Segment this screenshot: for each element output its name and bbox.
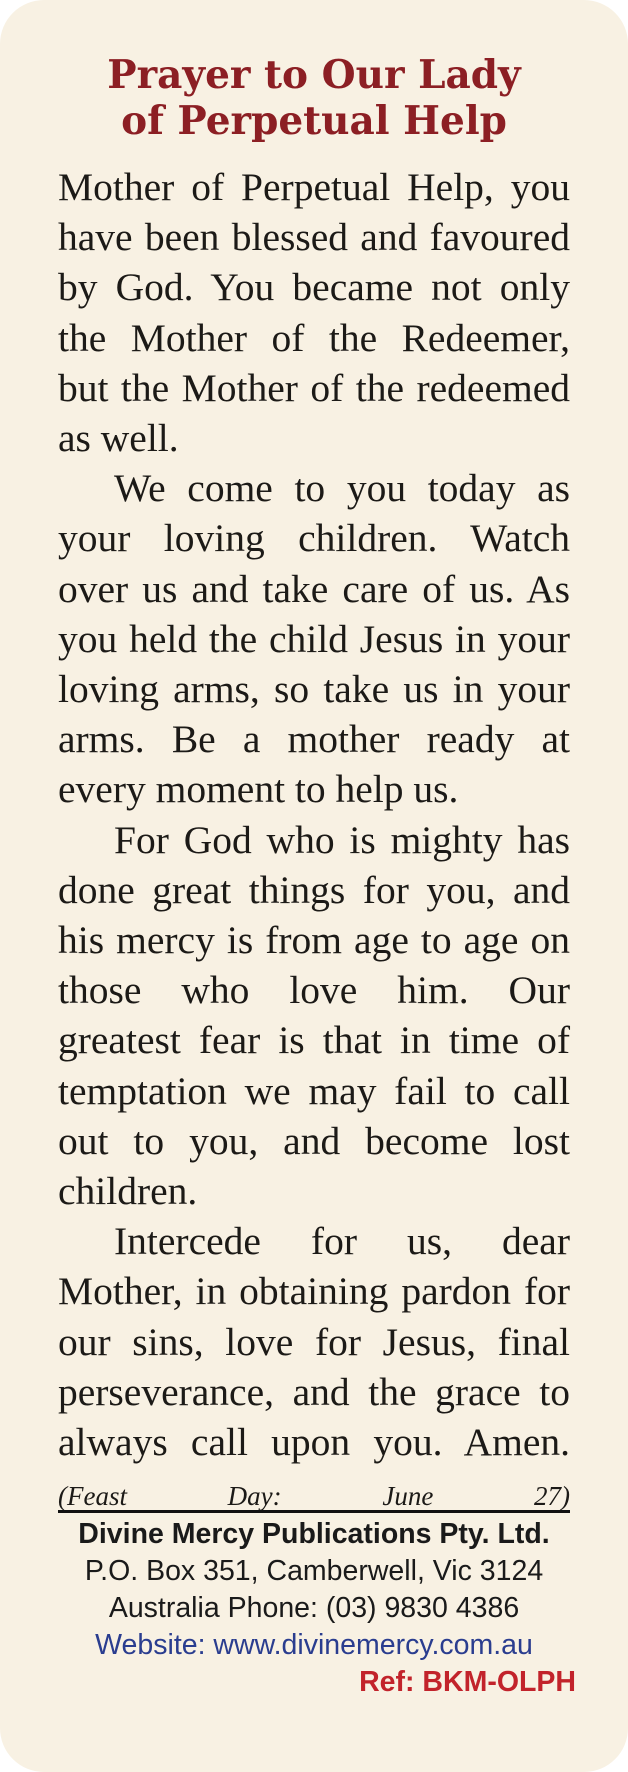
prayer-body — [58, 162, 570, 1521]
prayer-paragraph-4-text: Intercede for us, dear Mother, in obtaining pardon for our sins, love for Jesus, final perseverance, and the grace to always call upon you. Amen. — [58, 1219, 570, 1465]
publisher-address: P.O. Box 351, Camberwell, Vic 3124 — [84, 1555, 544, 1587]
publisher-website: Website: www.divinemercy.com.au — [95, 1629, 533, 1661]
publisher-country-phone: Australia Phone: (03) 9830 4386 — [108, 1592, 520, 1624]
prayer-paragraph-4 — [58, 1216, 570, 1521]
prayer-title-line-2: of Perpetual Help — [121, 98, 507, 144]
prayer-paragraph-1: Mother of Perpetual Help, you have been blessed and favoured by God. You became not only the Mother of the Redeemer, but the Mother of the redeemed as well. — [58, 165, 570, 461]
feast-day: (Feast Day: June 27) — [58, 1481, 570, 1512]
footer-divider — [58, 1510, 570, 1513]
prayer-paragraph-2: We come to you today as your loving children. Watch over us and take care of us. As you held the child Jesus in your loving arms, so take us in your arms. Be a mother ready at every moment to help us. — [58, 466, 570, 812]
prayer-title-line-1: Prayer to Our Lady — [107, 52, 521, 98]
reference-code: Ref: BKM-OLPH — [359, 1666, 576, 1698]
publisher-name: Divine Mercy Publications Pty. Ltd. — [78, 1518, 550, 1550]
prayer-paragraph-3: For God who is mighty has done great things for you, and his mercy is from age to age on those who love him. Our greatest fear is that in time of temptation we may fail to call out to you, and become lost children. — [58, 817, 570, 1214]
publisher-footer — [52, 1516, 576, 1701]
prayer-title — [40, 52, 588, 144]
